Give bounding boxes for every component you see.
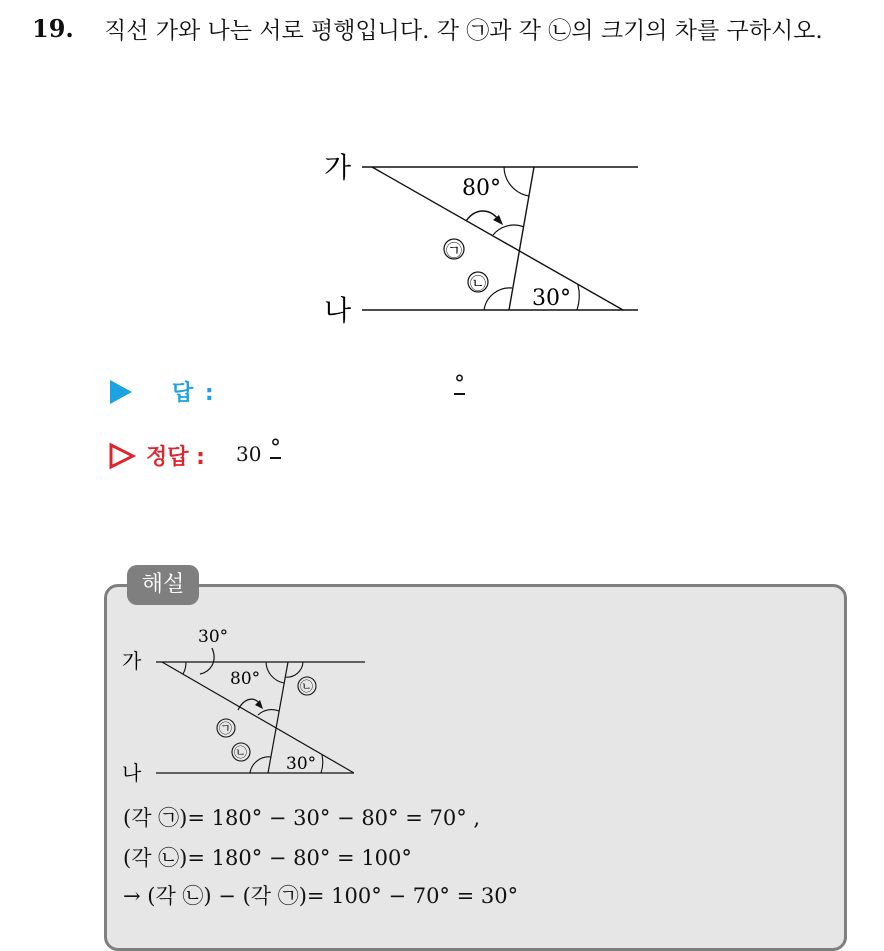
arrow-to-a — [466, 211, 498, 221]
answer-row — [108, 372, 708, 410]
correct-answer-value: 30 — [236, 442, 262, 466]
expl-mark-a: ㉠ — [219, 722, 233, 737]
question-text: 직선 가와 나는 서로 평행입니다. 각 ㉠과 각 ㉡의 크기의 차를 구하시오. — [104, 18, 823, 44]
expl-angle-arc-30 — [321, 755, 323, 773]
answer-unit[interactable]: ° — [454, 372, 465, 397]
expl-mark-b-top: ㉡ — [300, 680, 314, 695]
expl-transversal-steep — [268, 662, 288, 773]
parallel-lines-figure — [318, 145, 648, 345]
expl-angle-arc-outside — [183, 662, 186, 674]
question-number: 19. — [32, 14, 74, 43]
angle-arc-30 — [577, 285, 579, 310]
angle-arc-a — [493, 225, 524, 235]
mark-a: ㉠ — [446, 241, 463, 260]
angle-80-label: 80° — [462, 176, 501, 201]
correct-answer-row — [108, 436, 708, 474]
angle-arc-80 — [504, 167, 529, 196]
expl-line-ga-label: 가 — [122, 649, 142, 673]
angle-arc-b — [484, 288, 512, 310]
correct-answer-unit: ° — [270, 436, 281, 461]
angle-30-label: 30° — [532, 286, 571, 311]
explanation-line-2: (각 ㉡)= 180° − 80° = 100° — [123, 846, 412, 870]
outline-triangle-icon — [108, 442, 136, 470]
correct-answer-label: 정답 : — [146, 445, 205, 470]
expl-angle-outside-label: 30° — [198, 627, 229, 647]
expl-arrow-head — [255, 700, 263, 709]
explanation-figure — [120, 622, 380, 792]
explanation-line-3: → (각 ㉡) − (각 ㉠)= 100° − 70° = 30° — [123, 884, 519, 908]
expl-arrow-outside — [200, 648, 214, 674]
arrow-head — [493, 215, 503, 225]
line-ga-label: 가 — [324, 151, 352, 184]
answer-label: 답 : — [172, 381, 216, 406]
explanation-tab: 해설 — [127, 565, 199, 605]
expl-mark-b: ㉡ — [234, 746, 248, 761]
mark-b: ㉡ — [470, 274, 487, 293]
expl-angle-80-label: 80° — [230, 669, 261, 689]
expl-line-na-label: 나 — [122, 761, 142, 785]
expl-angle-30-label: 30° — [286, 754, 317, 774]
line-na-label: 나 — [324, 294, 352, 327]
expl-angle-arc-a — [258, 710, 279, 715]
explanation-line-1: (각 ㉠)= 180° − 30° − 80° = 70° , — [123, 806, 481, 830]
play-triangle-icon — [108, 378, 134, 406]
expl-angle-arc-80 — [266, 662, 284, 683]
